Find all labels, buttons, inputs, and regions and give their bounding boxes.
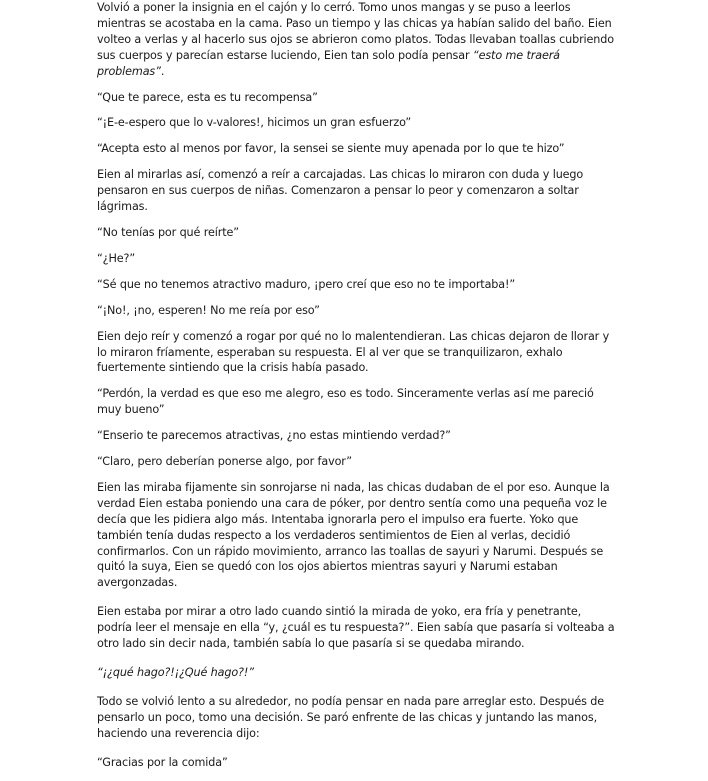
dialogue-line: “No tenías por qué reírte” bbox=[97, 225, 239, 239]
dialogue-line: “Claro, pero deberían ponerse algo, por favor” bbox=[97, 455, 352, 469]
dialogue-line: “Sé que no tenemos atractivo maduro, ¡pero creí que eso no te importaba!” bbox=[97, 277, 516, 291]
narration-paragraph: Eien dejo reír y comenzó a rogar por qué no lo malentendieran. Las chicas dejaron de llorar y lo miraron fríamente, esperaban su respuesta. El al ver que se tranquilizaron, exhalo fuertemente sintiendo que la crisis había pasado. bbox=[97, 329, 610, 375]
paragraph-1-text: Volvió a poner la insignia en el cajón y lo cerró. Tomo unos mangas y se puso a leerlos mientras se acostaba en la cama. Paso un tiempo y las chicas ya habían salido del baño. Eien volteo a verlas y al hacerlo sus ojos se abrieron como platos. Todas llevaban toallas cubriendo sus cuerpos y parecían estarse luciendo, Eien tan solo podía pensar bbox=[97, 1, 614, 62]
narration-paragraph: Todo se volvió lento a su alrededor, no podía pensar en nada pare arreglar esto. Después de pensarlo un poco, tomo una decisión. Se paró enfrente de las chicas y juntando las manos, haciendo una reverencia dijo: bbox=[97, 694, 604, 740]
document-page bbox=[97, 0, 617, 781]
narration-paragraph: Eien al mirarlas así, comenzó a reír a carcajadas. Las chicas lo miraron con duda y luego pensaron en sus cuerpos de niñas. Comenzaron a pensar lo peor y comenzaron a soltar lágrimas. bbox=[97, 168, 584, 214]
dialogue-line: “Enserio te parecemos atractivas, ¿no estas mintiendo verdad?” bbox=[97, 429, 451, 443]
italic-thought-text: “¡¿qué hago?!¡¿Qué hago?!” bbox=[97, 666, 254, 679]
dialogue-line: “¿He?” bbox=[97, 251, 136, 265]
paragraph-1-end: . bbox=[160, 64, 165, 78]
dialogue-line: “¡No!, ¡no, esperen! No me reía por eso” bbox=[97, 303, 320, 317]
italic-thought-line bbox=[97, 665, 617, 681]
narration-paragraph: Eien estaba por mirar a otro lado cuando sintió la mirada de yoko, era fría y penetrante, podría leer el mensaje en ella “y, ¿cuál es tu respuesta?”. Eien sabía que pasaría si volteaba a otro lado sin decir nada, también sabía lo que pasaría si se quedaba mirando. bbox=[97, 605, 615, 651]
dialogue-line: “Que te parece, esta es tu recompensa” bbox=[97, 90, 318, 104]
dialogue-line: “Gracias por la comida” bbox=[97, 755, 228, 769]
narration-paragraph: Eien las miraba fijamente sin sonrojarse ni nada, las chicas dudaban de el por eso. Aunque la verdad Eien estaba poniendo una cara de póker, por dentro sentía como una pequeña voz le decía que les pidiera algo más. Intentaba ignorarla pero el impulso era fuerte. Yoko que también tenía dudas respecto a los verdaderos sentimientos de Eien al verlas, decidió confirmarlos. Con un rápido movimiento, arranco las toallas de sayuri y Narumi. Después se quitó la suya, Eien se quedó con los ojos abiertos mientras sayuri y Narumi estaban avergonzadas. bbox=[97, 480, 610, 590]
dialogue-line: “Acepta esto al menos por favor, la sensei se siente muy apenada por lo que te hizo” bbox=[97, 142, 565, 156]
dialogue-line: “¡E-e-espero que lo v-valores!, hicimos un gran esfuerzo” bbox=[97, 116, 412, 130]
paragraph-1 bbox=[97, 0, 617, 80]
paragraph-1-italic-thought: “esto me traerá problemas” bbox=[97, 48, 560, 78]
dialogue-line: “Perdón, la verdad es que eso me alegro, eso es todo. Sinceramente verlas así me pareció muy bueno” bbox=[97, 387, 594, 417]
